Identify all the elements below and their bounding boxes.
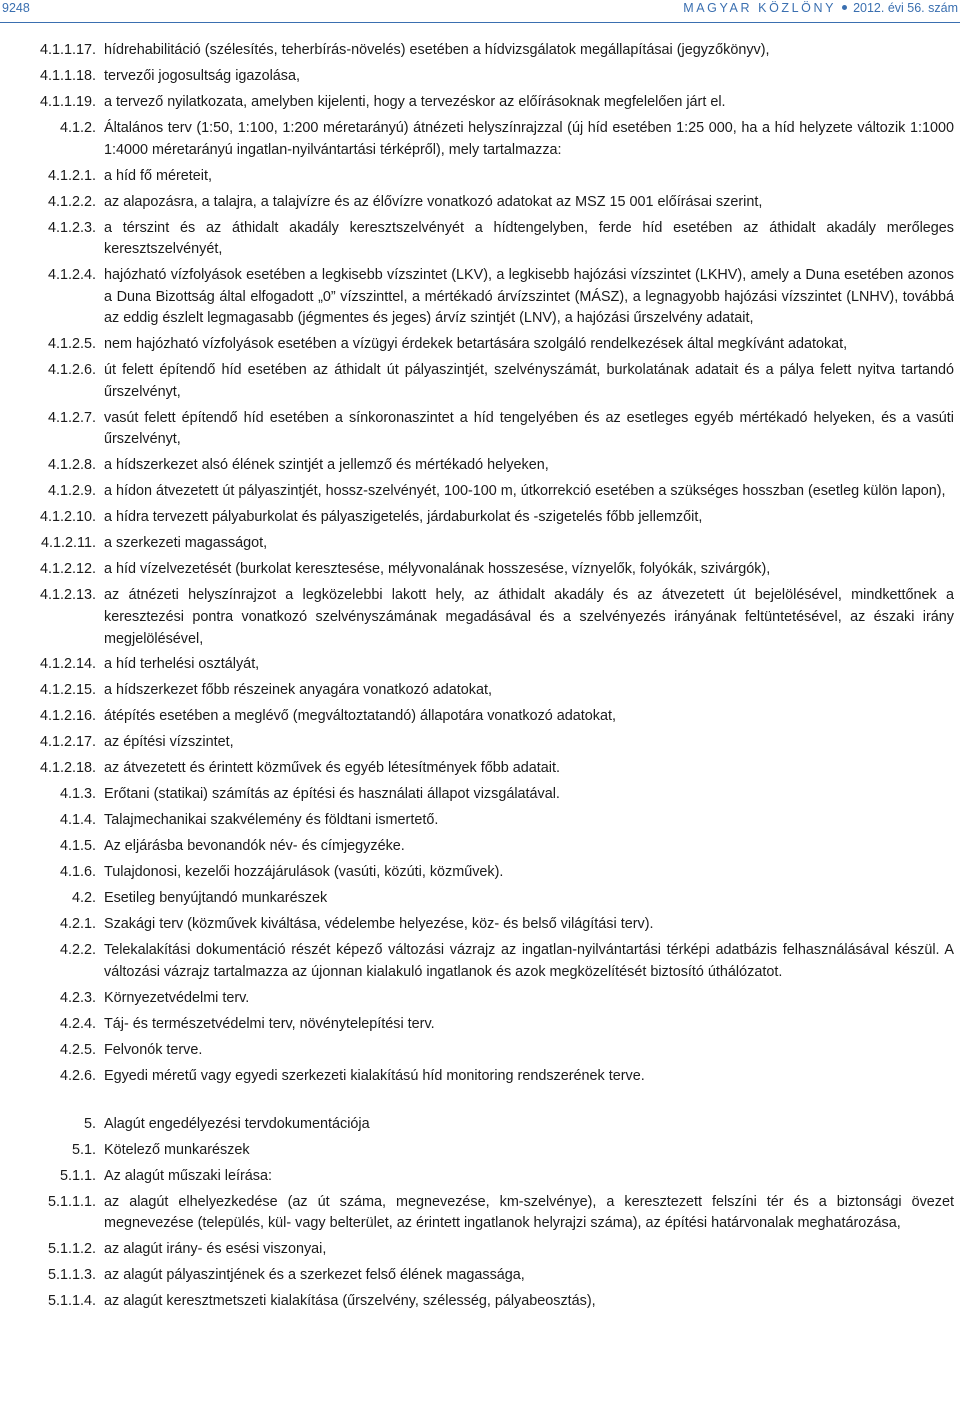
list-item [0,940,960,983]
item-text: a híd vízelvezetését (burkolat keresztesése, mélyvonalának hosszesése, víznyelők, folyókák, szivárgók), [104,561,771,578]
list-item [0,40,960,62]
item-text: az alagút pályaszintjének és a szerkezet felső élének magassága, [104,1267,525,1284]
item-number: 5.1.1.1. [47,1193,96,1210]
separator-dot-icon [842,5,847,10]
item-text: a hídszerkezet főbb részeinek anyagára vonatkozó adatokat, [104,682,492,699]
list-item [0,360,960,403]
list-item [0,1066,960,1088]
item-text: Talajmechanikai szakvélemény és földtani ismertető. [104,812,439,829]
item-text: Az alagút műszaki leírása: [104,1167,272,1184]
item-number: 4.1.2.2. [47,193,96,210]
list-item [0,218,960,261]
item-number: 4.1.1.17. [39,42,96,58]
item-text: Alagút engedélyezési tervdokumentációja [104,1115,370,1132]
list-item [0,559,960,581]
item-text: a hídszerkezet alsó élének szintjét a jellemző és mértékadó helyeken, [104,457,549,474]
item-number: 4.1.6. [59,864,96,881]
item-number: 4.1.2. [59,119,96,136]
list-item [0,1166,960,1188]
item-text: a szerkezeti magasságot, [104,535,268,552]
item-text: Általános terv (1:50, 1:100, 1:200 méretarányú) átnézeti helyszínrajzzal (új híd esetében 1:25 000, ha a híd helyzete változik 1:1000 1:4000 méretarányú ingatlan-nyilvántartási térképről), mely tartalmazza: [104,119,954,158]
list-item [0,1192,960,1235]
header-divider [0,22,960,23]
item-text: út felett építendő híd esetében az áthidalt út pályaszintjét, szelvényszámát, burkolatának adatait és a pálya felett nyitva tartandó űrszelvényt, [104,362,954,400]
list-item [0,914,960,936]
item-number: 4.1.2.4. [47,267,96,284]
list-item [0,988,960,1010]
item-text: Tulajdonosi, kezelői hozzájárulások (vasúti, közúti, közművek). [104,864,504,881]
item-text: az alagút elhelyezkedése (az út száma, megnevezése, km-szelvénye), a keresztezett felszíni tér és a biztonsági övezet megnevezése (település, kül- vagy belterület, az érintett ingatlanok helyrajzi száma), az építési határvonalak meghatározása, [104,1193,954,1232]
item-text: Az eljárásba bevonandók név- és címjegyzéke. [104,838,405,855]
item-number: 4.1.2.9. [47,483,96,500]
list-item [0,334,960,356]
item-number: 4.2.6. [59,1067,96,1084]
list-item [0,732,960,754]
item-text: Esetileg benyújtandó munkarészek [104,890,328,907]
item-text: vasút felett építendő híd esetében a sínkoronaszintet a híd tengelyében és az esetleges egyéb mértékadó helyeken, és a vasúti űrszelvényt, [104,409,954,448]
item-number: 4.1.2.3. [47,219,96,236]
item-number: 4.1.2.13. [39,587,96,604]
item-number: 4.1.5. [59,838,96,855]
item-text: nem hajózható vízfolyások esetében a vízügyi érdekek betartására szolgáló rendelkezések által megkívánt adatokat, [104,336,848,353]
item-number: 4.1.2.18. [39,760,96,777]
item-number: 5.1.1.2. [47,1241,96,1258]
item-text: hídrehabilitáció (szélesítés, teherbírás-növelés) esetében a hídvizsgálatok megállapításai (jegyzőkönyv), [104,42,770,58]
item-number: 5.1.1. [59,1167,96,1184]
item-number: 4.1.3. [59,786,96,803]
item-text: az átvezetett és érintett közművek és egyéb létesítmények főbb adatait. [104,760,560,777]
issue-label: 2012. évi 56. szám [853,1,958,15]
item-text: a tervező nyilatkozata, amelyben kijelenti, hogy a tervezéskor az előírásoknak megfelelően járt el. [104,93,726,110]
item-number: 5.1. [71,1141,96,1158]
item-text: Felvonók terve. [104,1041,203,1058]
item-text: Egyedi méretű vagy egyedi szerkezeti kialakítású híd monitoring rendszerének terve. [104,1067,645,1084]
list-item [0,455,960,477]
list-item [0,92,960,114]
item-number: 4.1.2.8. [47,457,96,474]
item-text: a híd terhelési osztályát, [104,656,260,673]
page-header [0,0,960,24]
item-text: átépítés esetében a meglévő (megváltoztatandó) állapotára vonatkozó adatokat, [104,708,616,725]
list-item [0,1114,960,1136]
item-number: 4.1.2.17. [39,734,96,751]
item-number: 4.2.3. [59,989,96,1006]
list-item [0,862,960,884]
item-number: 4.1.2.1. [47,167,96,184]
list-item [0,118,960,161]
list-item [0,836,960,858]
item-text: az építési vízszintet, [104,734,234,751]
item-number: 4.2.1. [59,916,96,933]
list-item [0,1291,960,1313]
item-text: tervezői jogosultság igazolása, [104,67,300,84]
list-item [0,533,960,555]
section-5-list [0,1114,960,1313]
item-text: Erőtani (statikai) számítás az építési és használati állapot vizsgálatával. [104,786,560,803]
list-item [0,585,960,650]
list-item [0,888,960,910]
item-text: hajózható vízfolyások esetében a legkisebb vízszintet (LKV), a legkisebb hajózási vízszintet (LKHV), amely a Duna esetében azonos a Duna Bizottság által elfogadott „0” vízszinttel, a mértékadó árvízszintet (MÁSZ), a legnagyobb hajózási vízszintet (LNHV), továbbá az eddig észlelt legmagasabb (jégmentes és jeges) árvíz szintjét (LNV), a hajózási űrszelvény adatait, [104,267,954,327]
section-gap [0,1092,960,1114]
list-item [0,66,960,88]
item-text: az alapozásra, a talajra, a talajvízre és az élővízre vonatkozó adatokat az MSZ 15 001 előírásai szerint, [104,193,763,210]
item-number: 4.2.4. [59,1015,96,1032]
list-item [0,1265,960,1287]
list-item [0,1140,960,1162]
item-text: Telekalakítási dokumentáció részét képező változási vázrajz az ingatlan-nyilvántartási térképi adatbázis felhasználásával készül. A változási vázrajz tartalmazza az újonnan kialakuló ingatlanok és azok megközelítését biztosító úthálózatot. [104,942,954,980]
list-item [0,166,960,188]
list-item [0,1239,960,1261]
item-number: 4.1.2.11. [41,535,96,552]
list-item [0,1014,960,1036]
item-number: 4.1.4. [59,812,96,829]
list-item [0,1040,960,1062]
item-text: a térszint és az áthidalt akadály keresztszelvényét a hídtengelyben, ferde híd esetében az áthidalt akadály merőleges keresztszelvényét, [104,219,954,258]
journal-info [683,1,958,15]
item-text: az átnézeti helyszínrajzot a legközelebbi lakott hely, az áthidalt akadály és az átvezetett út bejelölésével, mindkettőnek a keresztezési pontra vonatkozó szelvényszámának megadásával és a szelvényezés irányának feltüntetésével, az északi irány megjelölésével, [104,587,954,647]
item-text: a hídon átvezetett út pályaszintjét, hossz-szelvényét, 100-100 m, útkorrekció esetében a szükséges hosszban (esetleg külön lapon), [104,483,946,500]
item-text: Kötelező munkarészek [104,1141,250,1158]
list-item [0,408,960,451]
item-number: 4.1.1.18. [39,67,96,84]
item-number: 4.1.2.15. [39,682,96,699]
item-number: 5. [83,1115,96,1132]
section-4-list [0,40,960,1087]
item-number: 4.1.2.12. [39,561,96,578]
page-number: 9248 [2,1,30,15]
item-number: 4.2.2. [59,942,96,959]
item-number: 4.1.2.5. [47,336,96,353]
item-text: a hídra tervezett pályaburkolat és pályaszigetelés, járdaburkolat és -szigetelés főbb jellemzőit, [104,509,703,526]
item-number: 4.1.2.7. [47,409,96,426]
item-text: a híd fő méreteit, [104,167,212,184]
list-item [0,192,960,214]
list-item [0,810,960,832]
item-number: 5.1.1.3. [47,1267,96,1284]
document-body [0,40,960,1317]
item-number: 4.1.2.10. [39,509,96,526]
list-item [0,481,960,503]
list-item [0,654,960,676]
list-item [0,706,960,728]
item-number: 4.2. [71,890,96,907]
list-item [0,680,960,702]
list-item [0,507,960,529]
item-text: Táj- és természetvédelmi terv, növénytelepítési terv. [104,1015,435,1032]
list-item [0,758,960,780]
item-number: 4.1.2.14. [39,656,96,673]
item-text: Szakági terv (közművek kiváltása, védelembe helyezése, köz- és belső világítási terv). [104,916,654,933]
journal-title: MAGYAR KÖZLÖNY [683,1,837,15]
item-text: Környezetvédelmi terv. [104,989,250,1006]
item-number: 4.1.2.6. [47,362,96,379]
item-number: 4.2.5. [59,1041,96,1058]
item-number: 4.1.1.19. [39,93,96,110]
list-item [0,784,960,806]
item-text: az alagút keresztmetszeti kialakítása (űrszelvény, szélesség, pályabeosztás), [104,1293,596,1310]
item-text: az alagút irány- és esési viszonyai, [104,1241,327,1258]
list-item [0,265,960,330]
item-number: 4.1.2.16. [39,708,96,725]
item-number: 5.1.1.4. [47,1293,96,1310]
